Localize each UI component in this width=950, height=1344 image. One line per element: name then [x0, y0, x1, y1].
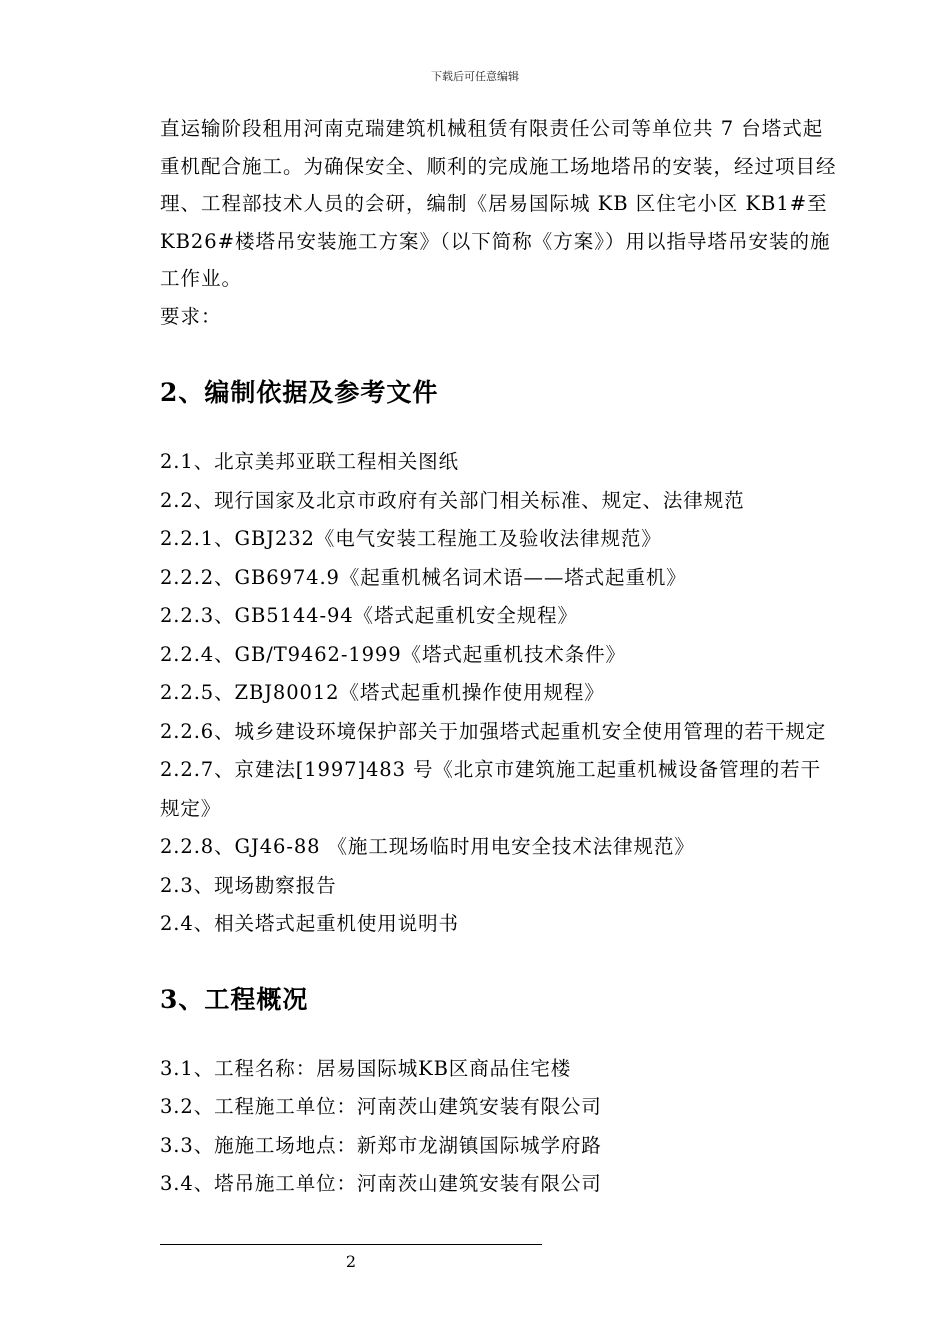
reference-item: 2.1、北京美邦亚联工程相关图纸: [160, 450, 459, 473]
reference-item: 2.2.1、GBJ232《电气安装工程施工及验收法律规范》: [160, 527, 662, 550]
reference-item: 2.2.3、GB5144-94《塔式起重机安全规程》: [160, 604, 578, 627]
reference-item: 2.2.6、城乡建设环境保护部关于加强塔式起重机安全使用管理的若干规定: [160, 719, 827, 743]
footer-divider: [160, 1244, 542, 1245]
overview-item: 3.3、施施工场地点：新郑市龙湖镇国际城学府路: [160, 1133, 602, 1157]
reference-item: 2.2.2、GB6974.9《起重机械名词术语——塔式起重机》: [160, 565, 687, 589]
reference-item: 2.2.4、GB/T9462-1999《塔式起重机技术条件》: [160, 642, 626, 666]
section-3-heading: 3、工程概况: [160, 984, 309, 1014]
reference-item: 2.2.8、GJ46-88 《施工现场临时用电安全技术法律规范》: [160, 835, 695, 858]
reference-item: 2.4、相关塔式起重机使用说明书: [160, 912, 459, 935]
overview-item: 3.2、工程施工单位：河南茨山建筑安装有限公司: [160, 1095, 602, 1118]
reference-item: 2.2、现行国家及北京市政府有关部门相关标准、规定、法律规范: [160, 488, 745, 512]
page-number: 2: [345, 1252, 357, 1271]
reference-item: 2.2.7、京建法[1997]483 号《北京市建筑施工起重机械设备管理的若干规定》: [160, 758, 821, 820]
overview-item: 3.1、工程名称：居易国际城KB区商品住宅楼: [160, 1056, 572, 1080]
page-header-note: 下载后可任意编辑: [431, 70, 519, 83]
intro-paragraph: 直运输阶段租用河南克瑞建筑机械租赁有限责任公司等单位共 7 台塔式起重机配合施工。为确保安全、顺利的完成施工场地塔吊的安装，经过项目经理、工程部技术人员的会研，编制《居易国际城 KB 区住宅小区 KB1#至 KB26#楼塔吊安装施工方案》（以下简称《方案》）用以指导塔吊安装的施工作业。: [160, 117, 837, 290]
section-2-list: [160, 443, 840, 944]
section-3-list: [160, 1050, 840, 1204]
reference-item: 2.2.5、ZBJ80012《塔式起重机操作使用规程》: [160, 681, 605, 704]
overview-item: 3.4、塔吊施工单位：河南茨山建筑安装有限公司: [160, 1172, 602, 1195]
requirement-label: 要求：: [160, 304, 222, 328]
document-body: [160, 110, 840, 1204]
section-2-heading: 2、编制依据及参考文件: [160, 378, 439, 407]
reference-item: 2.3、现场勘察报告: [160, 873, 337, 897]
